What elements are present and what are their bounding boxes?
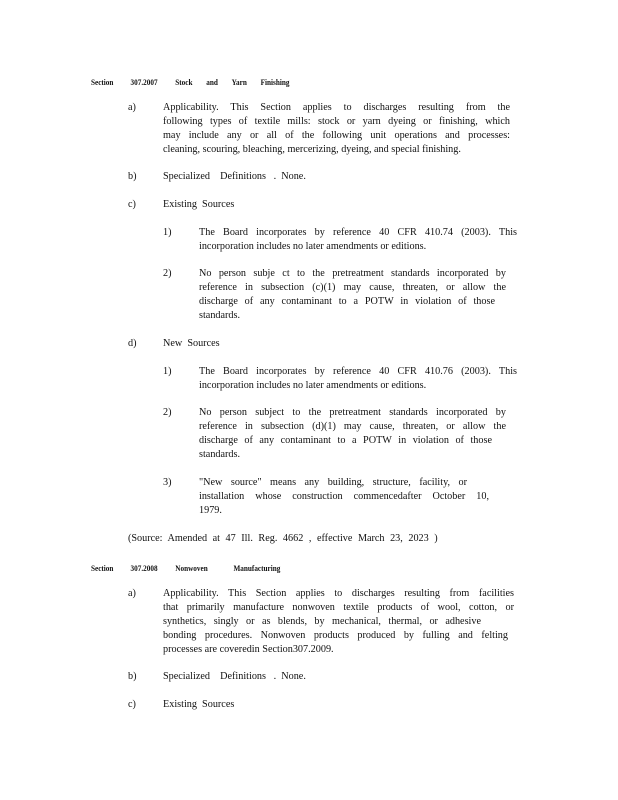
text-line: installation whose construction commencedafter October 10, — [199, 491, 489, 502]
text-line: Applicability. This Section applies to discharges resulting from facilities — [163, 588, 514, 599]
text-line: cleaning, scouring, bleaching, mercerizing, dyeing, and special finishing. — [163, 144, 461, 155]
section-label: Section — [91, 78, 114, 87]
new-sources-heading: New Sources — [163, 338, 220, 349]
subsection-marker: a) — [128, 588, 136, 599]
text-line: discharge of any contaminant to a POTW in violation of those — [199, 435, 492, 446]
text-line: No person subje ct to the pretreatment standards incorporated by — [199, 268, 506, 279]
text-line: discharge of any contaminant to a POTW in violation of those — [199, 296, 495, 307]
text-line: The Board incorporates by reference 40 CFR 410.76 (2003). This — [199, 366, 517, 377]
section-number: 307.2008 — [130, 564, 158, 573]
text-line: reference in subsection (d)(1) may cause, threaten, or allow the — [199, 421, 506, 432]
subsection-marker: 3) — [163, 477, 172, 488]
section-heading-307-2008 — [91, 562, 294, 576]
text-line: processes are coveredin Section307.2009. — [163, 644, 334, 655]
section-title-word: Nonwoven — [175, 564, 208, 573]
text-line: that primarily manufacture nonwoven textile products of wool, cotton, or — [163, 602, 514, 613]
prohibition-paragraph — [199, 406, 506, 462]
text-line: synthetics, singly or as blends, by mechanical, thermal, or adhesive — [163, 616, 481, 627]
subsection-marker: a) — [128, 102, 136, 113]
subsection-marker: 2) — [163, 407, 172, 418]
existing-sources-heading: Existing Sources — [163, 199, 235, 210]
text-line: Applicability. This Section applies to discharges resulting from the — [163, 102, 510, 113]
text-line: "New source" means any building, structure, facility, or — [199, 477, 467, 488]
text-line: incorporation includes no later amendments or editions. — [199, 241, 427, 252]
text-line: incorporation includes no later amendments or editions. — [199, 380, 427, 391]
applicability-paragraph — [163, 101, 510, 157]
prohibition-paragraph — [199, 267, 506, 323]
section-title-word: Yarn — [231, 78, 247, 87]
definitions-text: Specialized Definitions . None. — [163, 671, 306, 682]
subsection-marker: c) — [128, 699, 136, 710]
subsection-marker: b) — [128, 671, 137, 682]
section-title-word: Stock — [175, 78, 193, 87]
subsection-marker: b) — [128, 171, 137, 182]
existing-sources-heading: Existing Sources — [163, 699, 235, 710]
section-number: 307.2007 — [130, 78, 158, 87]
section-title-word: and — [206, 78, 218, 87]
incorporation-paragraph — [199, 365, 517, 393]
section-heading-307-2007 — [91, 76, 303, 90]
text-line: standards. — [199, 310, 241, 321]
subsection-marker: d) — [128, 338, 137, 349]
text-line: bonding procedures. Nonwoven products produced by fulling and felting — [163, 630, 508, 641]
text-line: reference in subsection (c)(1) may cause, threaten, or allow the — [199, 282, 506, 293]
subsection-marker: 1) — [163, 366, 172, 377]
text-line: 1979. — [199, 505, 222, 516]
section-title-word: Finishing — [260, 78, 290, 87]
text-line: No person subject to the pretreatment standards incorporated by — [199, 407, 506, 418]
subsection-marker: 2) — [163, 268, 172, 279]
text-line: may include any or all of the following unit operations and processes: — [163, 130, 510, 141]
subsection-marker: c) — [128, 199, 136, 210]
text-line: following types of textile mills: stock or yarn dyeing or finishing, which — [163, 116, 510, 127]
section-label: Section — [91, 564, 114, 573]
new-source-definition — [199, 476, 489, 518]
source-note: (Source: Amended at 47 Ill. Reg. 4662 , effective March 23, 2023 ) — [128, 533, 438, 544]
definitions-text: Specialized Definitions . None. — [163, 171, 306, 182]
section-title-word: Manufacturing — [233, 564, 281, 573]
applicability-paragraph — [163, 587, 514, 657]
subsection-marker: 1) — [163, 227, 172, 238]
text-line: The Board incorporates by reference 40 CFR 410.74 (2003). This — [199, 227, 517, 238]
text-line: standards. — [199, 449, 241, 460]
incorporation-paragraph — [199, 226, 517, 254]
